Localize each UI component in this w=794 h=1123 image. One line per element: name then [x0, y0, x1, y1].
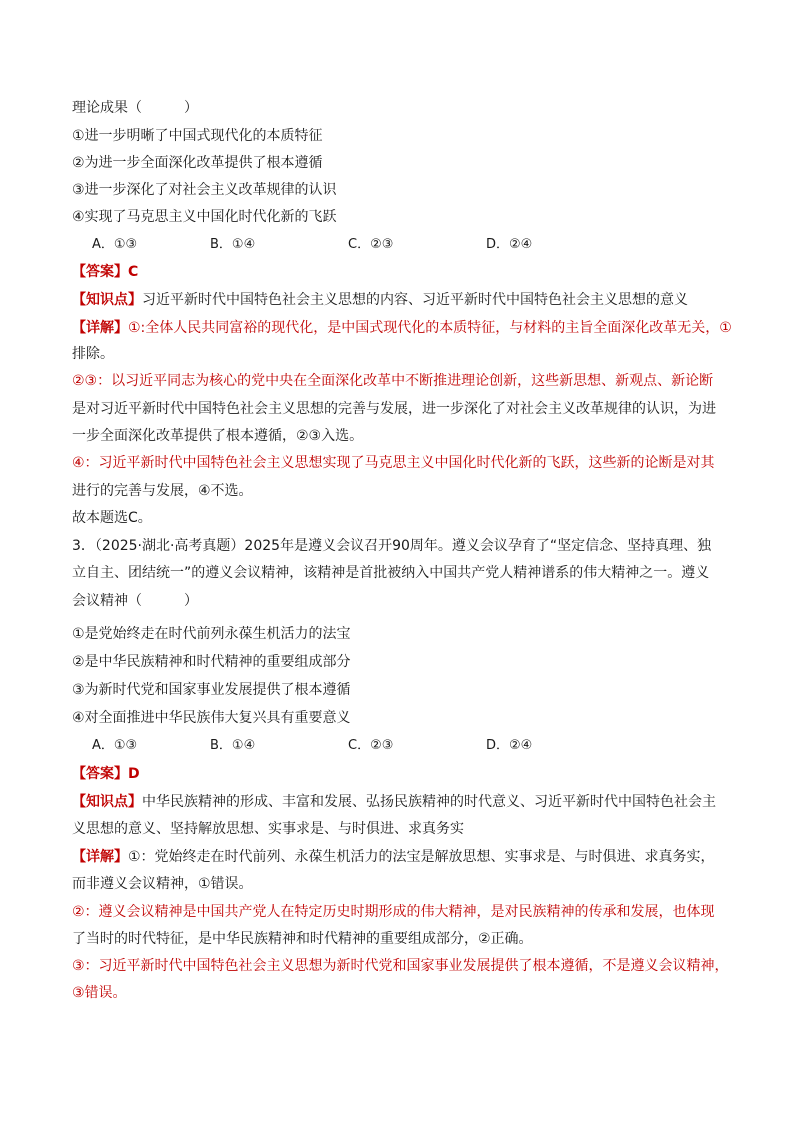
q3-option-a: A．①③	[92, 738, 138, 753]
q2-detail-1a	[72, 318, 732, 338]
q2-item-4: ④实现了马克思主义中国化时代化新的飞跃	[72, 209, 337, 225]
q3-detail-tag: 【详解】	[72, 849, 128, 865]
q3-detail-1a-text: ①：党始终走在时代前列、永葆生机活力的法宝是解放思想、实事求是、与时俱进、求真务实，	[128, 849, 715, 865]
q2-knowledge: 习近平新时代中国特色社会主义思想的内容、习近平新时代中国特色社会主义思想的意义	[142, 292, 688, 308]
q3-knowledge-tag: 【知识点】	[72, 794, 142, 810]
q2-answer-line	[72, 262, 138, 282]
q2-option-d: D．②④	[486, 237, 533, 252]
q3-knowledge-a: 中华民族精神的形成、丰富和发展、弘扬民族精神的时代意义、习近平新时代中国特色社会主	[142, 794, 716, 810]
q3-answer-tag: 【答案】	[72, 766, 128, 782]
q2-detail-2c: 一步全面深化改革提供了根本遵循，②③入选。	[72, 428, 364, 444]
q2-knowledge-line	[72, 290, 688, 310]
q3-detail-2a: ②：遵义会议精神是中国共产党人在特定历史时期形成的伟大精神，是对民族精神的传承和发展，也体现	[72, 904, 715, 920]
q2-answer: C	[128, 264, 139, 280]
q2-detail-1b: 排除。	[72, 346, 114, 362]
q2-detail-3b: 进行的完善与发展，④不选。	[72, 483, 253, 499]
q3-stem-1: 3．（2025·湖北·高考真题）2025年是遵义会议召开90周年。遵义会议孕育了“坚定信念、坚持真理、独	[72, 538, 712, 554]
q3-stem-2: 立自主、团结统一”的遵义会议精神，该精神是首批被纳入中国共产党人精神谱系的伟大精神之一。遵义	[72, 565, 710, 581]
q2-item-3: ③进一步深化了对社会主义改革规律的认识	[72, 182, 337, 198]
q2-option-c: C．②③	[348, 237, 394, 252]
q2-detail-tag: 【详解】	[72, 320, 128, 336]
q2-detail-2a: ②③：以习近平同志为核心的党中央在全面深化改革中不断推进理论创新，这些新思想、新观点、新论断	[72, 373, 714, 389]
q3-answer: D	[128, 766, 140, 782]
q2-knowledge-tag: 【知识点】	[72, 292, 142, 308]
q3-detail-3b: ③错误。	[72, 985, 127, 1001]
q3-knowledge-b: 义思想的意义、坚持解放思想、实事求是、与时俱进、求真务实	[72, 821, 464, 837]
q3-detail-2b: 了当时的时代特征，是中华民族精神和时代精神的重要组成部分，②正确。	[72, 931, 533, 947]
q3-detail-1b: 而非遵义会议精神，①错误。	[72, 876, 253, 892]
q2-detail-2b: 是对习近平新时代中国特色社会主义思想的完善与发展，进一步深化了对社会主义改革规律的认识，为进	[72, 401, 716, 417]
q2-item-1: ①进一步明晰了中国式现代化的本质特征	[72, 128, 323, 144]
q3-item-2: ②是中华民族精神和时代精神的重要组成部分	[72, 654, 351, 670]
q3-item-4: ④对全面推进中华民族伟大复兴具有重要意义	[72, 710, 351, 726]
q3-option-b: B．①④	[210, 738, 256, 753]
q3-option-c: C．②③	[348, 738, 394, 753]
q3-detail-1a	[72, 847, 715, 867]
q3-answer-line	[72, 764, 140, 784]
q3-stem-3: 会议精神（ ）	[72, 593, 198, 609]
q3-detail-3a: ③：习近平新时代中国特色社会主义思想为新时代党和国家事业发展提供了根本遵循，不是遵义会议精神，	[72, 958, 729, 974]
q3-item-3: ③为新时代党和国家事业发展提供了根本遵循	[72, 682, 351, 698]
q2-answer-tag: 【答案】	[72, 264, 128, 280]
q2-option-b: B．①④	[210, 237, 256, 252]
q2-item-2: ②为进一步全面深化改革提供了根本遵循	[72, 155, 323, 171]
q2-option-a: A．①③	[92, 237, 138, 252]
q2-detail-3a: ④：习近平新时代中国特色社会主义思想实现了马克思主义中国化时代化新的飞跃，这些新的论断是对其	[72, 455, 715, 471]
q3-knowledge-line	[72, 792, 716, 812]
q2-conclusion: 故本题选C。	[72, 510, 152, 526]
q2-detail-1a-text: ①:全体人民共同富裕的现代化，是中国式现代化的本质特征，与材料的主旨全面深化改革无关，①	[128, 320, 732, 336]
q2-stem-end: 理论成果（ ）	[72, 100, 198, 116]
q3-option-d: D．②④	[486, 738, 533, 753]
q3-item-1: ①是党始终走在时代前列永葆生机活力的法宝	[72, 626, 351, 642]
